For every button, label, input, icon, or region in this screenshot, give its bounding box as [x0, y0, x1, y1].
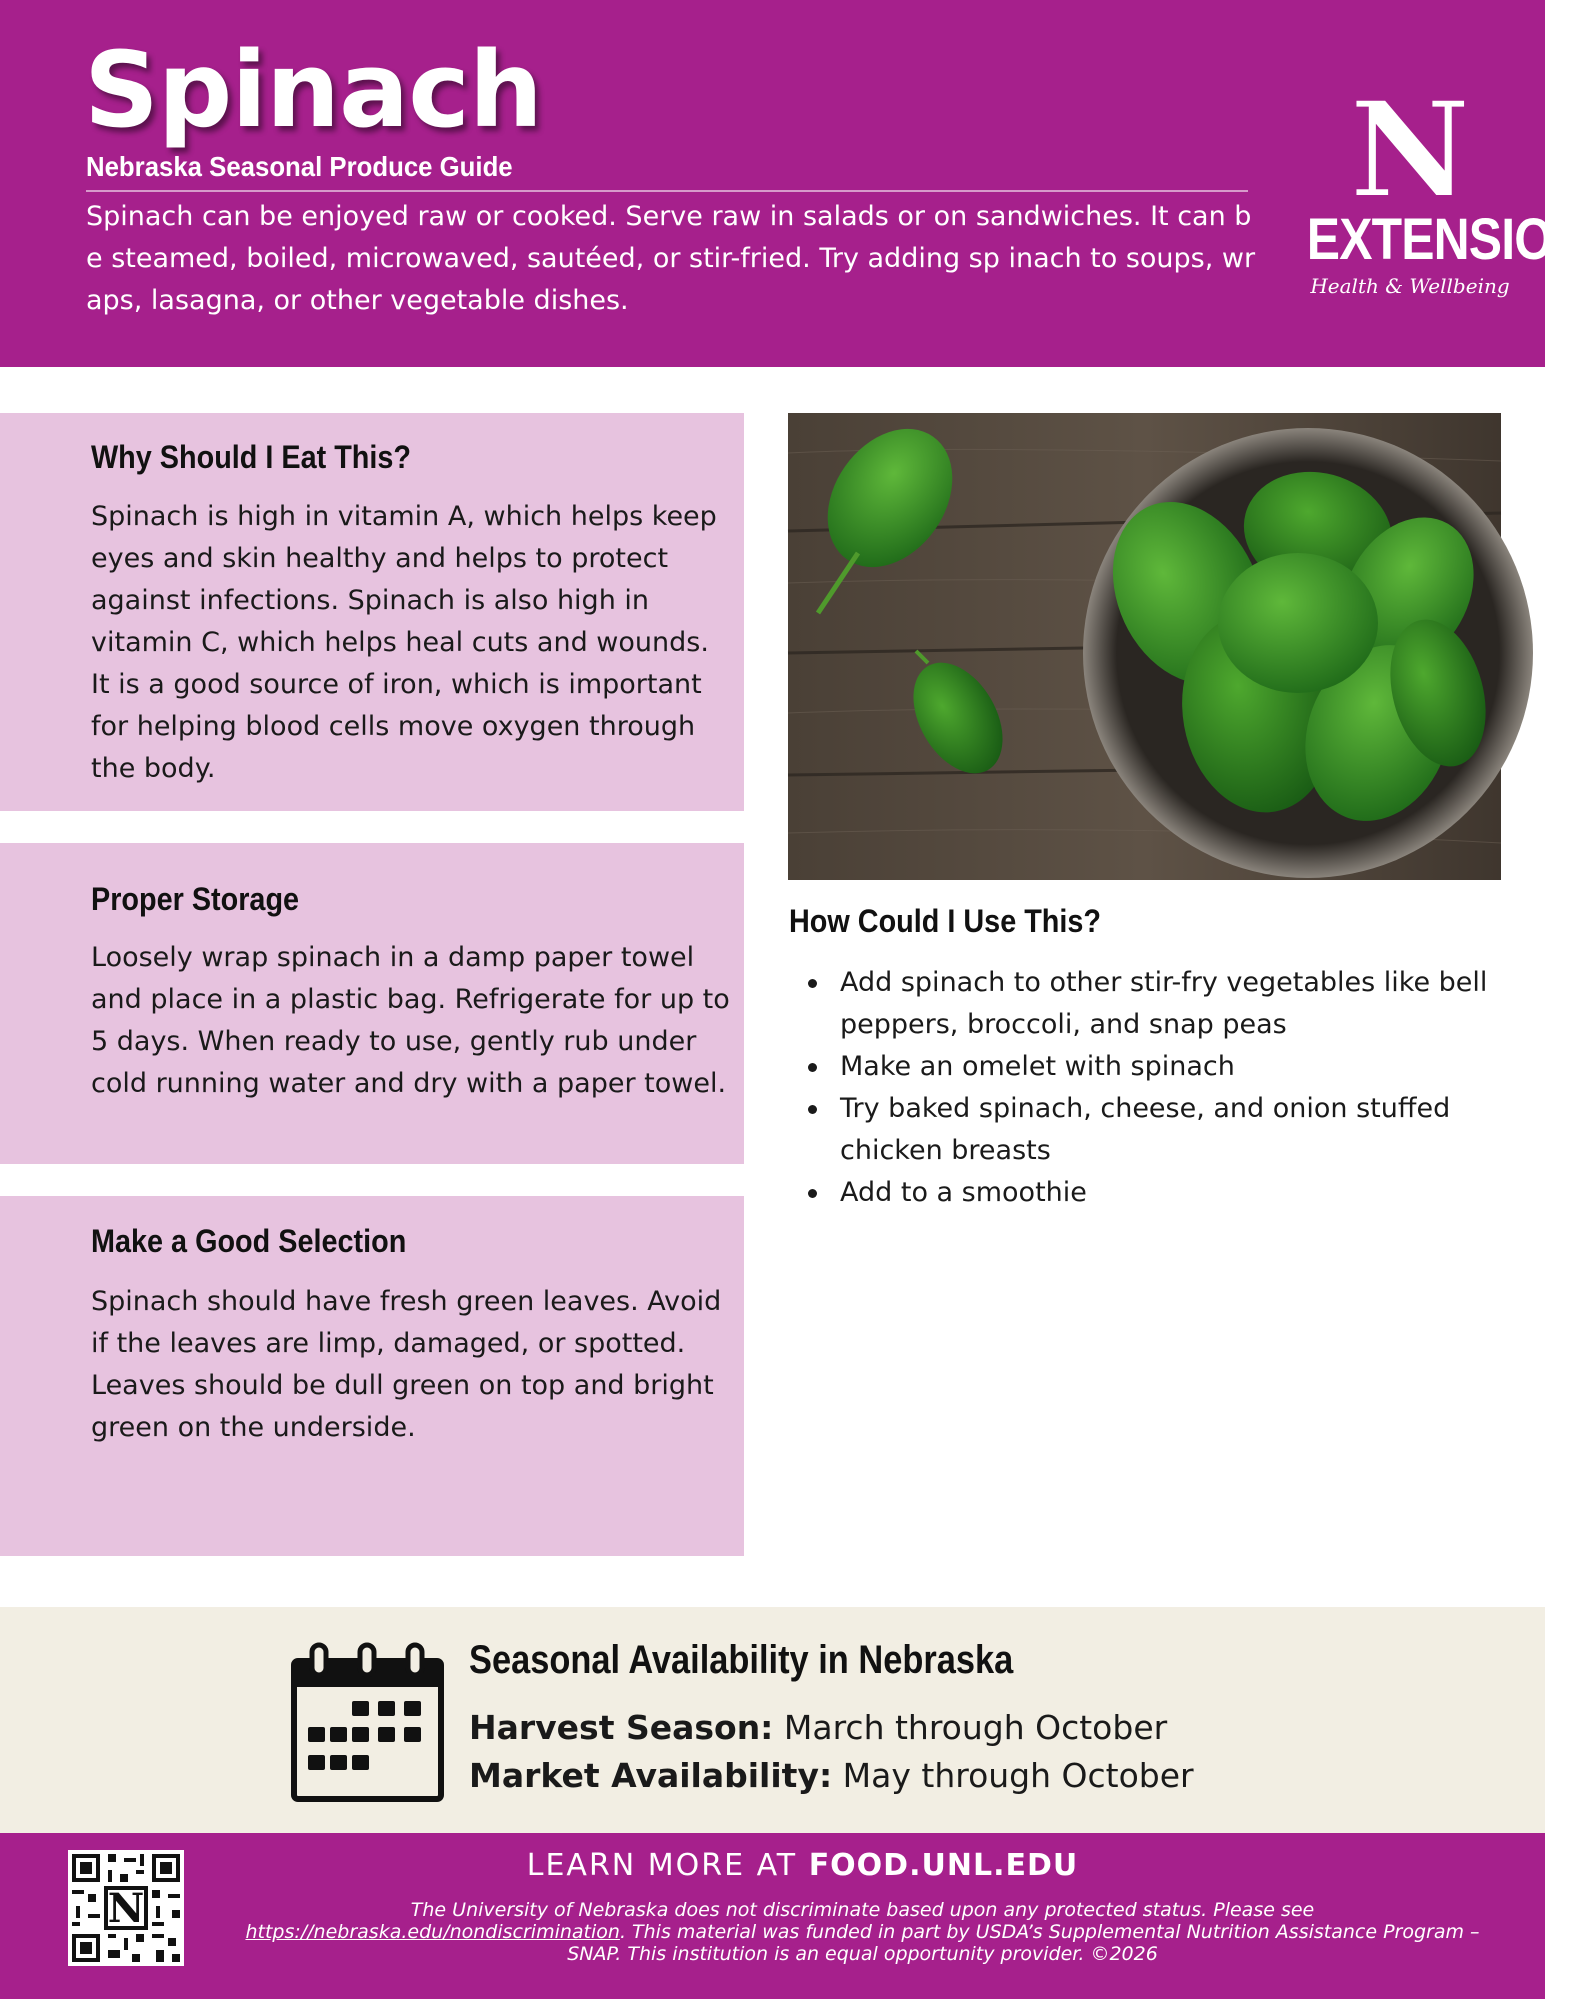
why-eat-body: Spinach is high in vitamin A, which helps keep eyes and skin healthy and helps to protect against infections. Spinach is also high in vitamin C, which helps heal cuts and wounds. It is a good source of iron, which is important for helping blood cells move oxygen through the body. [91, 501, 717, 784]
selection-body: Spinach should have fresh green leaves. Avoid if the leaves are limp, damaged, or spotted. Leaves should be dull green on top and bright green on the underside. [91, 1286, 722, 1443]
market-label: Market Availability: [469, 1756, 833, 1795]
bullet [808, 1189, 817, 1198]
storage-heading: Proper Storage [91, 881, 300, 917]
learn-more-prefix: LEARN MORE AT [526, 1848, 798, 1883]
nebraska-n-logo [1290, 73, 1530, 228]
storage-section [0, 843, 744, 1164]
list-item: Make an omelet with spinach [808, 1046, 1508, 1088]
calendar-icon [290, 1643, 445, 1803]
list-item: Add spinach to other stir-fry vegetables like bell peppers, broccoli, and snap peas [808, 962, 1508, 1046]
legal-text-1: The University of Nebraska does not discriminate based upon any protected status. Please see [410, 1899, 1315, 1921]
learn-more-link[interactable]: FOOD.UNL.EDU [808, 1848, 1079, 1883]
logo-name: EXTENSION [1306, 207, 1587, 272]
learn-more-line [0, 1848, 1545, 1883]
season-title: Seasonal Availability in Nebraska [469, 1638, 1014, 1682]
list-item: Add to a smoothie [808, 1172, 1508, 1214]
bullet [808, 1063, 817, 1072]
legal-text-2: . This material was funded in part by USDA’s Supplemental Nutrition Assistance Program – SNAP. This institution is an equal opportunity provider. ©2026 [567, 1921, 1480, 1965]
header-divider [86, 190, 1248, 192]
logo-tagline: Health & Wellbeing [1310, 274, 1510, 298]
svg-text:N: N [1349, 73, 1471, 228]
why-eat-heading: Why Should I Eat This? [91, 439, 411, 475]
nondiscrimination-link[interactable]: https://nebraska.edu/nondiscrimination [245, 1921, 620, 1943]
selection-section [0, 1196, 744, 1556]
market-value: May through October [842, 1756, 1194, 1795]
intro-text: Spinach can be enjoyed raw or cooked. Serve raw in salads or on sandwiches. It can be steamed, boiled, microwaved, sautéed, or stir-fried. Try adding sp inach to soups, wraps, lasagna, or other vegetable dishes. [86, 201, 1256, 316]
extension-logo [1290, 73, 1587, 308]
bullet [808, 1105, 817, 1114]
harvest-value: March through October [783, 1708, 1168, 1747]
selection-heading: Make a Good Selection [91, 1223, 407, 1259]
harvest-season [469, 1708, 1167, 1747]
use-heading: How Could I Use This? [789, 903, 1102, 939]
use-list [808, 962, 1508, 1214]
harvest-label: Harvest Season: [469, 1708, 774, 1747]
why-eat-section [0, 413, 744, 811]
list-item: Try baked spinach, cheese, and onion stuffed chicken breasts [808, 1088, 1508, 1172]
page-subtitle: Nebraska Seasonal Produce Guide [86, 151, 513, 182]
market-availability [469, 1756, 1194, 1795]
spinach-photo [788, 413, 1501, 880]
page-title: Spinach [84, 29, 542, 151]
bullet [808, 979, 817, 988]
svg-text:N: N [107, 1885, 145, 1932]
storage-body: Loosely wrap spinach in a damp paper towel and place in a plastic bag. Refrigerate for up to 5 days. When ready to use, gently rub under cold running water and dry with a paper towel. [91, 942, 730, 1099]
nondiscrimination-statement [240, 1899, 1485, 1965]
